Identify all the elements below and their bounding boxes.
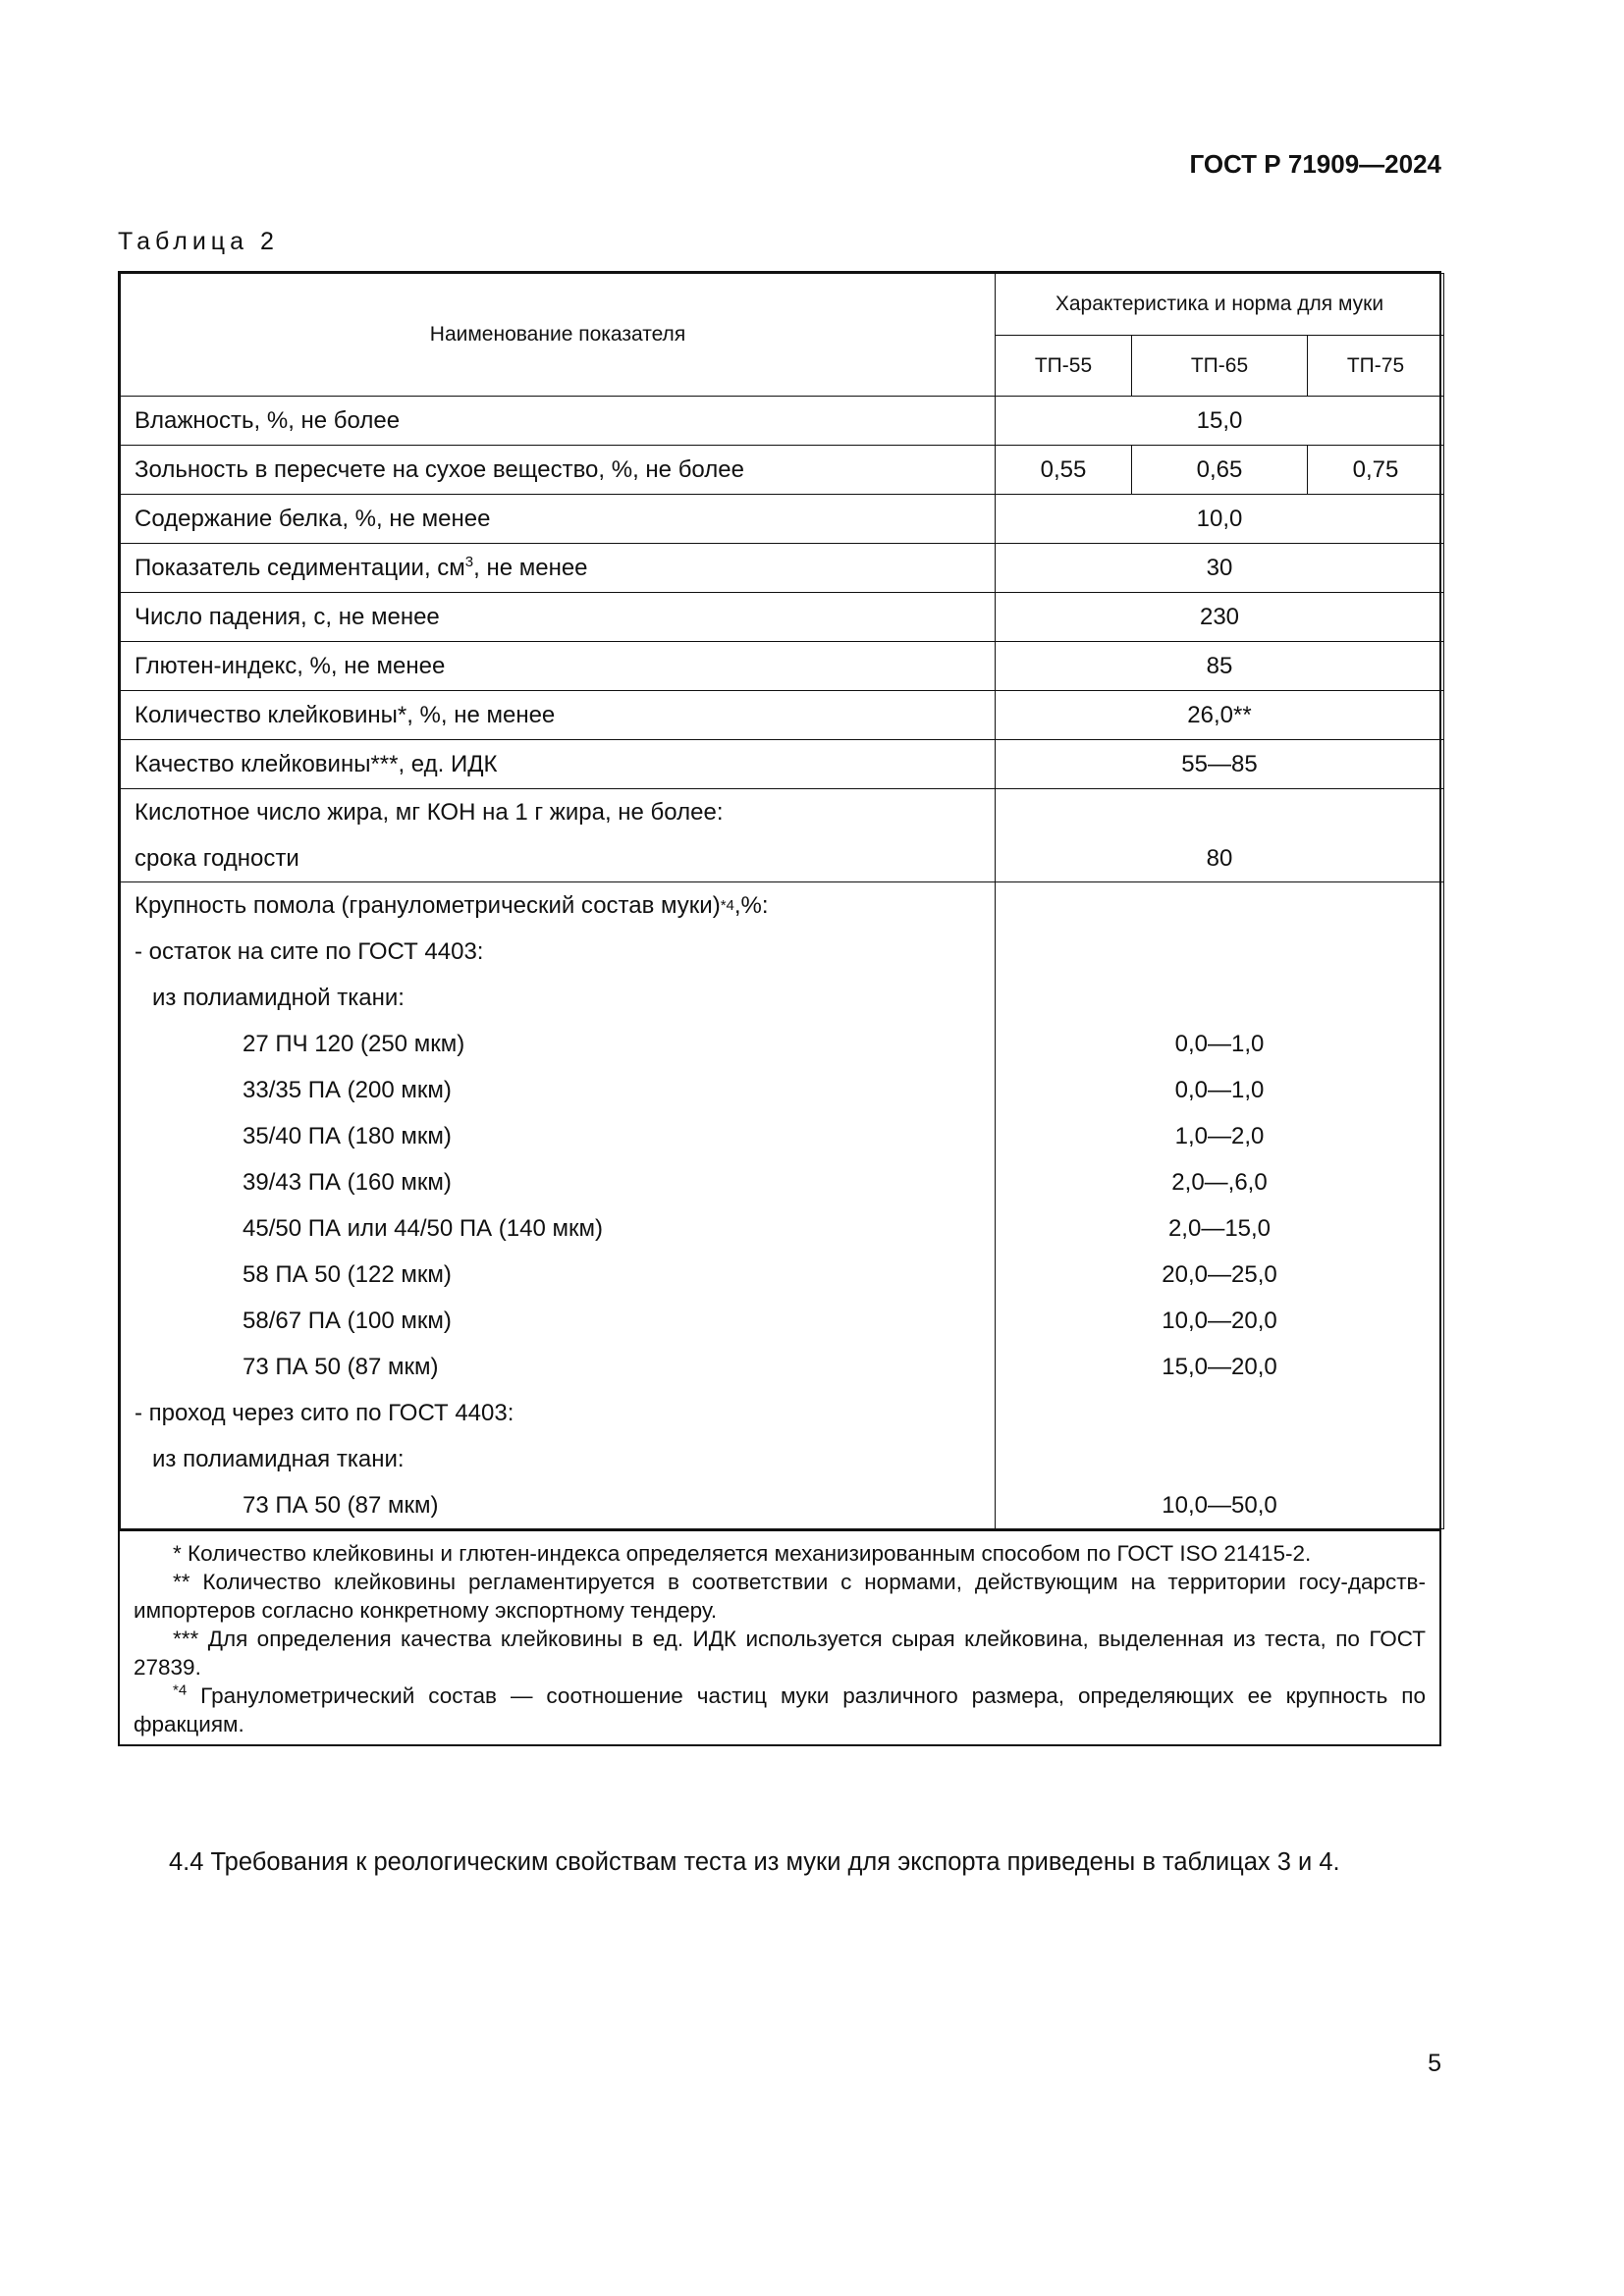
norm-value: 20,0—25,0	[1162, 1260, 1277, 1288]
norm-value: 15,0	[996, 397, 1444, 446]
norm-value: 80	[1206, 844, 1233, 872]
footnote-mark: ***	[173, 1627, 199, 1651]
indicator-name	[121, 397, 996, 446]
indicator-name	[121, 642, 996, 691]
indicator-line	[135, 1067, 981, 1113]
footnote-text: Количество клейковины и глютен-индекса определяется механизированным способом по ГОСТ ISO 21415-2.	[181, 1541, 1312, 1566]
label-text: 27 ПЧ 120 (250 мкм)	[243, 1030, 465, 1057]
norm-value: 30	[996, 544, 1444, 593]
indicator-line	[135, 1390, 981, 1436]
indicator-name	[121, 593, 996, 642]
indicator-line	[135, 975, 981, 1021]
indicator-line	[135, 1205, 981, 1252]
label-text: 45/50 ПА или 44/50 ПА (140 мкм)	[243, 1214, 603, 1242]
label-text: - остаток на сите по ГОСТ 4403:	[135, 937, 484, 965]
label-text: Количество клейковины*, %, не менее	[135, 701, 556, 728]
document-code: ГОСТ Р 71909—2024	[1189, 149, 1441, 179]
indicator-line: Крупность помола (гранулометрический состав муки) *4 ,%:	[135, 891, 769, 919]
header-grade: ТП-55	[996, 336, 1132, 397]
indicator-line	[135, 1436, 981, 1482]
table-caption: Таблица 2	[118, 228, 279, 255]
table-row	[121, 691, 1444, 740]
label-text: 58 ПА 50 (122 мкм)	[243, 1260, 452, 1288]
table-row	[121, 397, 1444, 446]
norm-value: 10,0—20,0	[1162, 1307, 1277, 1334]
header-name-column: Наименование показателя	[121, 274, 996, 397]
norm-value	[1009, 929, 1430, 975]
norm-value	[1009, 789, 1430, 835]
label-text: Влажность, %, не более	[135, 406, 401, 434]
norm-value: 26,0**	[996, 691, 1444, 740]
label-text: Качество клейковины***, ед. ИДК	[135, 750, 498, 777]
footnote-mark: *4	[173, 1682, 188, 1699]
label-text: из полиамидной ткани:	[152, 984, 405, 1011]
table-row	[121, 544, 1444, 593]
norm-value: 0,65	[1132, 446, 1308, 495]
norm-value: 2,0—15,0	[1167, 1214, 1272, 1242]
indicator-name	[121, 789, 996, 882]
label-text: 33/35 ПА (200 мкм)	[243, 1076, 452, 1103]
indicator-line	[135, 789, 981, 835]
indicator-name	[121, 495, 996, 544]
indicator-line	[135, 1021, 981, 1067]
label-text: из полиамидная ткани:	[152, 1445, 405, 1472]
indicator-line	[135, 835, 981, 881]
label-text: Зольность в пересчете на сухое вещество, %, не более	[135, 455, 744, 483]
table-row	[121, 446, 1444, 495]
header-grade: ТП-75	[1308, 336, 1444, 397]
table-row-group	[121, 789, 1444, 882]
label-text: срока годности	[135, 844, 299, 872]
label-text: - проход через сито по ГОСТ 4403:	[135, 1399, 514, 1426]
footnote-mark: *	[173, 1541, 182, 1566]
norm-value: 55—85	[996, 740, 1444, 789]
norm-value	[1009, 975, 1430, 1021]
requirements-table	[118, 271, 1441, 1746]
norm-value: 85	[996, 642, 1444, 691]
indicator-line	[135, 929, 981, 975]
indicator-name	[121, 882, 996, 1529]
indicator-line	[135, 1252, 981, 1298]
table-row	[121, 642, 1444, 691]
label-text: Число падения, с, не менее	[135, 603, 440, 630]
label-text: 35/40 ПА (180 мкм)	[243, 1122, 452, 1149]
norm-value: 1,0—2,0	[1174, 1122, 1265, 1149]
table-footnotes	[120, 1529, 1439, 1744]
indicator-name	[121, 691, 996, 740]
footnote-mark: **	[173, 1570, 190, 1594]
footnote	[134, 1568, 1426, 1625]
label-text: 73 ПА 50 (87 мкм)	[243, 1491, 439, 1519]
paragraph-4-4: 4.4 Требования к реологическим свойствам теста из муки для экспорта приведены в таблицах 3 и 4.	[169, 1848, 1340, 1876]
norm-value	[1009, 882, 1430, 929]
norm-value: 2,0—,6,0	[1171, 1168, 1268, 1196]
table-row	[121, 740, 1444, 789]
label-text: Показатель седиментации, см	[135, 554, 465, 581]
table-row	[121, 495, 1444, 544]
footnote	[134, 1625, 1426, 1682]
norm-value: 15,0—20,0	[1162, 1353, 1277, 1380]
table-row-group	[121, 882, 1444, 1529]
norm-value: 0,0—1,0	[1174, 1030, 1265, 1057]
footnote-text: Для определения качества клейковины в ед. ИДК используется сырая клейковина, выделенная из теста, по ГОСТ 27839.	[134, 1627, 1426, 1680]
label-suffix: ,%:	[733, 891, 769, 919]
indicator-name	[121, 446, 996, 495]
label-text: Кислотное число жира, мг КОН на 1 г жира, не более:	[135, 798, 724, 826]
page-number: 5	[1428, 2050, 1441, 2077]
indicator-line	[135, 1113, 981, 1159]
indicator-line	[135, 1344, 981, 1390]
norm-value: 0,55	[996, 446, 1132, 495]
norm-value: 0,75	[1308, 446, 1444, 495]
indicator-name	[121, 544, 996, 593]
footnote	[134, 1682, 1426, 1738]
label-text: Содержание белка, %, не менее	[135, 505, 491, 532]
indicator-line	[135, 1159, 981, 1205]
norm-value: 0,0—1,0	[1174, 1076, 1265, 1103]
table-row	[121, 593, 1444, 642]
footnote-text: Гранулометрический состав — соотношение частиц муки различного размера, определяющих ее крупность по фракциям.	[134, 1683, 1426, 1736]
superscript: 3	[464, 553, 474, 570]
norm-value: 10,0	[996, 495, 1444, 544]
header-grade: ТП-65	[1132, 336, 1308, 397]
norm-value: 230	[996, 593, 1444, 642]
header-group: Характеристика и норма для муки	[996, 274, 1444, 336]
norm-value	[1009, 1390, 1430, 1436]
indicator-name	[121, 740, 996, 789]
norm-value	[1009, 1436, 1430, 1482]
label-text: 58/67 ПА (100 мкм)	[243, 1307, 452, 1334]
footnote	[134, 1539, 1426, 1568]
norm-values	[996, 882, 1444, 1529]
norm-value: 10,0—50,0	[1162, 1491, 1277, 1519]
label-text: Глютен-индекс, %, не менее	[135, 652, 446, 679]
label-text: 39/43 ПА (160 мкм)	[243, 1168, 452, 1196]
indicator-line	[135, 1298, 981, 1344]
label-text: Крупность помола (гранулометрический состав муки)	[135, 891, 721, 919]
indicator-line	[135, 1482, 981, 1528]
label-text: 73 ПА 50 (87 мкм)	[243, 1353, 439, 1380]
norm-values	[996, 789, 1444, 882]
label-suffix: , не менее	[473, 554, 588, 581]
footnote-text: Количество клейковины регламентируется в соответствии с нормами, действующим на территории госу-дарств-импортеров согласно конкретному экспортному тендеру.	[134, 1570, 1426, 1623]
